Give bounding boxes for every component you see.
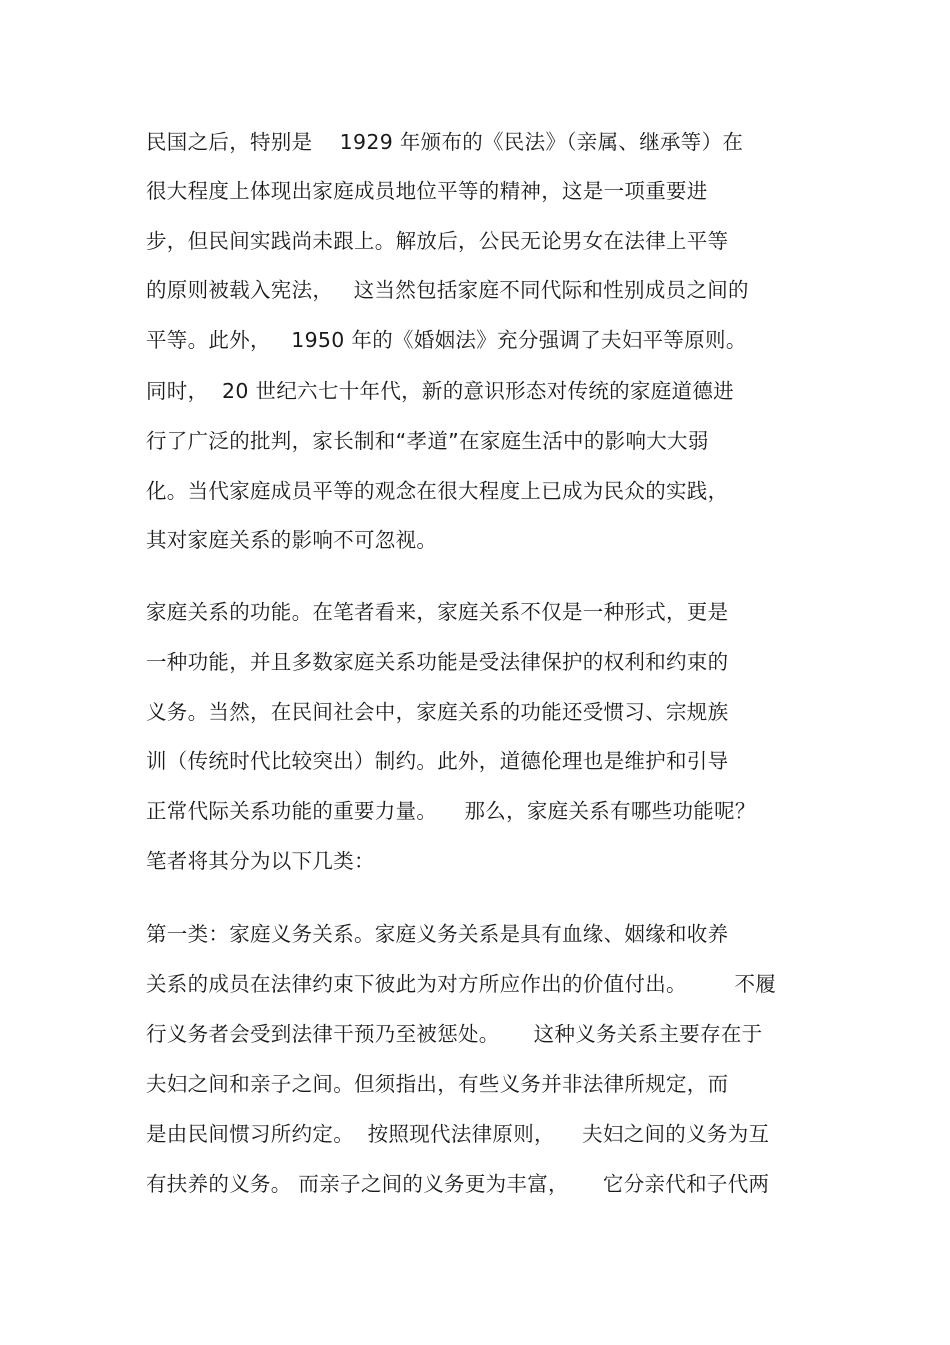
text-line: 训（传统时代比较突出）制约。此外，道德伦理也是维护和引导 [146, 749, 729, 773]
text-line: 义务。当然，在民间社会中，家庭关系的功能还受惯习、宗规族 [146, 700, 729, 724]
text-line: 同时， 20 世纪六七十年代，新的意识形态对传统的家庭道德进 [146, 379, 734, 403]
text-line: 很大程度上体现出家庭成员地位平等的精神，这是一项重要进 [146, 179, 708, 203]
text-line: 第一类：家庭义务关系。家庭义务关系是具有血缘、姻缘和收养 [146, 922, 729, 946]
text-line: 家庭关系的功能。在笔者看来，家庭关系不仅是一种形式，更是 [146, 600, 729, 624]
text-line: 笔者将其分为以下几类： [146, 849, 375, 873]
text-line: 化。当代家庭成员平等的观念在很大程度上已成为民众的实践， [146, 479, 729, 503]
text-line: 平等。此外， 1950 年的《婚姻法》充分强调了夫妇平等原则。 [146, 328, 747, 352]
text-line: 行义务者会受到法律干预乃至被惩处。 这种义务关系主要存在于 [146, 1022, 763, 1046]
text-line: 一种功能，并且多数家庭关系功能是受法律保护的权利和约束的 [146, 650, 729, 674]
text-line: 行了广泛的批判，家长制和“孝道”在家庭生活中的影响大大弱 [146, 429, 709, 453]
text-line: 的原则被载入宪法， 这当然包括家庭不同代际和性别成员之间的 [146, 278, 749, 302]
text-line: 夫妇之间和亲子之间。但须指出，有些义务并非法律所规定，而 [146, 1072, 729, 1096]
text-line: 是由民间惯习所约定。 按照现代法律原则， 夫妇之间的义务为互 [146, 1122, 770, 1146]
text-line: 关系的成员在法律约束下彼此为对方所应作出的价值付出。 不履 [146, 972, 777, 996]
text-line: 步，但民间实践尚未跟上。解放后，公民无论男女在法律上平等 [146, 229, 729, 253]
text-line: 民国之后，特别是 1929 年颁布的《民法》（亲属、继承等）在 [146, 130, 744, 154]
text-line: 其对家庭关系的影响不可忽视。 [146, 528, 438, 552]
text-line: 正常代际关系功能的重要力量。 那么，家庭关系有哪些功能呢？ [146, 799, 756, 823]
text-line: 有扶养的义务。 而亲子之间的义务更为丰富， 它分亲代和子代两 [146, 1172, 770, 1196]
